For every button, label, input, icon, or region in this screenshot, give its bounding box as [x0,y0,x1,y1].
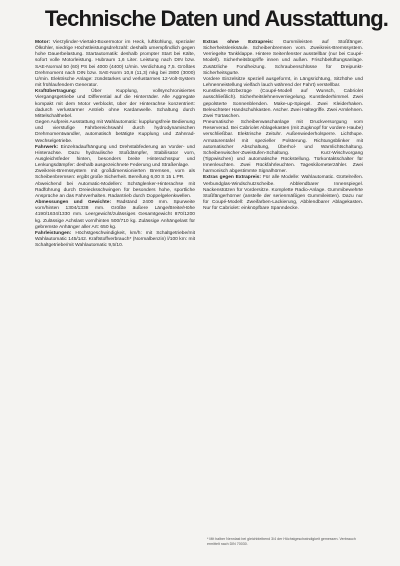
spec-label: Motor: [35,40,51,45]
spec-label: Kraftübertragung: [35,89,77,95]
spec-paragraph [35,120,195,145]
spec-paragraph [35,182,195,200]
spec-paragraph [35,89,195,120]
spec-text: Zweikreis-Bremssystem mit großdimensionierten Bremsen, vorn als Scheibenbremsen: ergibt große Sicherheit. Bereifung 6,00 S 15 L PR. [35,169,195,181]
spec-paragraph [203,77,363,89]
spec-text: Abweichend bei Automatic-Modellen: Schräglenker-Hinterachse mit Radführung durch Dreiecksschwingen für besonders hohe, sportliche Ansprüche an das Fahrverhalten. Radantrieb durch Doppelgelenkwellen. [35,181,195,199]
spec-paragraph [35,200,195,231]
spec-label: Fahrleistungen: [35,230,72,236]
spec-paragraph [35,169,195,181]
spec-paragraph [203,40,363,77]
spec-text: Vierzylinder-Viertakt-Boxermotor im Heck, luftkühlung, spezialer Ölkühler, niedrige Höchstleistungsdrehzahl: deshalb umempfindlich gegen hohe Dauerbelastung. Startautomatik: deshalb prompter Start bei Kälte, sofort volle Motorleistung. Hubraum 1,6 Liter. Leistung nach DIN bzw. SAE-Normal 50 (60) PS bei 4000 (4400) U/min. Verdichtung 7,5. Größtes Drehmoment nach DIN bzw. SAE-Norm 10,8 (11,3) mkg bei 2800 (3000) U/min. Elektrische Anlage: zündstarkes und verlustarmes 12-Volt-System mit frühlaufendem Generator. [35,40,195,89]
spec-label: Extras ohne Extrapreis: [203,40,274,45]
spec-text: Gegen Aufpreis Ausstattung mit Wahlautomatic: kupplungsfreie Bedienung und vierstufige Fahrbereichswahl durch hydrodynamischen Drehmomentwandler, automatisch betätigte Kupplung und Zahnrad-Wechselgetriebe. [35,120,195,144]
spec-text: Radstand 2400 mm. Spurweite vorn/hinten 1304/1338 mm. Größte äußere Länge/Breite/Höhe 4190/1634/1330 mm. Leergewicht/zulässiges Gesamtgewicht 870/1200 kg. Zulässige Achslast vorn/hinten 500/710 kg. Zulässige Anhängelast für gebremste Anhänger aller Art: 650 kg. [35,200,195,230]
spec-text: Für alle Modelle: Wahlautomatic. Gürtelreifen. Verbundglas-Windschutzscheibe. Abblendbarer Innenspiegel. Nackenstützen für Vordersitze. Komplette Radio-Anlage. Gummibewehrte Stoßfängerhörner (anstelle der serienmäßigen Gummileisten). Dazu nur für Coupé-Modell: Zweifarben-Lackierung, Abblendbarer Ablagekasten. Nur für Cabriolet: einknöpfbare Spanndecke. [203,175,363,212]
spec-label: Abmessungen und Gewichte: [35,200,112,206]
spec-label: Extras gegen Extrapreis: [203,175,261,181]
spec-paragraph [35,145,195,170]
spec-paragraph [35,40,195,89]
spec-paragraph [203,89,363,120]
spec-column-left [35,40,195,249]
spec-paragraph [203,120,363,175]
spec-text: Höchstgeschwindigkeit, km/h: mit Schaltgetriebe/mit Wahlautomatic 145/142. Kraftstoffverbrauch* (Normalbenzin) l/100 km: mit Schaltgetriebe/mit Wahlautomatic 9,5/10. [35,230,195,249]
spec-label: Fahrwerk: [35,144,59,150]
spec-text: Vordere Einzelsitze speziell ausgeformt, in Längsrichtung, Sitzhöhe und Lehnenneistellung vielfach lauch während der Fahrt) verstellbar. [203,76,363,89]
spec-text: Pneumatische Scheibenwaschanlage mit Druckversorgung vom Reserverad. Bei Cabriolet Ablagekasten (mit Zugknopf für vordere Haube) verschließbar. Elektrische Zeituhr. Außenwiederholsperre. Lichthupe. Armaturentafel mit spezieller Polsterung. Richtungsblinker mit automatischer Abschaltung, Überhol- und Warnlichtschaltung. Scheibenwischer-Zweistufen-Schaltung. Kurz-Wischvorgang (Tippwischen) und automatische Rückstellung. Türkontaktschalter für Innenleuchten. Zwei Rückfahrleuchten. Tageskilometerzähler. Zwei harmonisch abgestimmte Signalhörner. [203,120,363,175]
spec-column-right [203,40,363,212]
spec-paragraph [203,175,363,212]
spec-text: Gummileisten auf Stoßfänger. Sicherheitslenksäule. Scheibenbremsen vorn. Zweikreis-Bremssystem. Verriegelte Tankklappe. Hintere Seitenfenster ausstellbar (nur bei Coupé-Modell). Sicherheitsbügriffe innen und außen. Frischbelüftungsanlage. Zusätzliche Fondheizung. Schraubenschlüsse für Dreipunkt-Sicherheitsgurte. [203,40,363,76]
footnote: * Mit halber Nennlast bei gleichbleibend 3/4 der Höchstgeschwindigkeit gemessen. Verbrauch ermittelt nach DIN 70030. [207,537,356,546]
page-title: Technische Daten und Ausstattung. [44,6,388,31]
spec-text: Einzelradaufhängung und Drehstabfederung an Vorder- und Hinterachse. Dazu hydraulische Stoßdämpfer, Stabilisator vorn, Ausgleichsfeder hinten, besonders breite Hinterachsspur und Lenkungsdämpfer: deshalb ausgezeichnete Federung und Straßenlage. [35,144,195,169]
spec-paragraph [35,231,195,249]
spec-text: Kunstleder-Sitzbezüge (Coupé-Modell auf Wunsch, Cabriolet ausschließlich). Sicherheitslehnenverriegelung. Kunstlederhimmel. Zwei gepolsterte Sonnenblenden. Make-up-Spiegel. Zwei Kleiderhaken. Beleuchteter Handschuhkasten. Ascher. Zwei Haltegriffe. Zwei Armlehnen. Zwei Türtaschen. [203,89,363,119]
spec-text: Über Kupplung, vollsynchronisiertes Viergangsgetriebe und Differential auf die Hinterräder. Alle Aggregate kompakt mit dem Motor verblockt, über der Hinterachse konzentriert: dadurch verlustarmer Antrieb ohne Kardanwelle. Schaltung durch Mittelschalthebel. [35,89,195,119]
